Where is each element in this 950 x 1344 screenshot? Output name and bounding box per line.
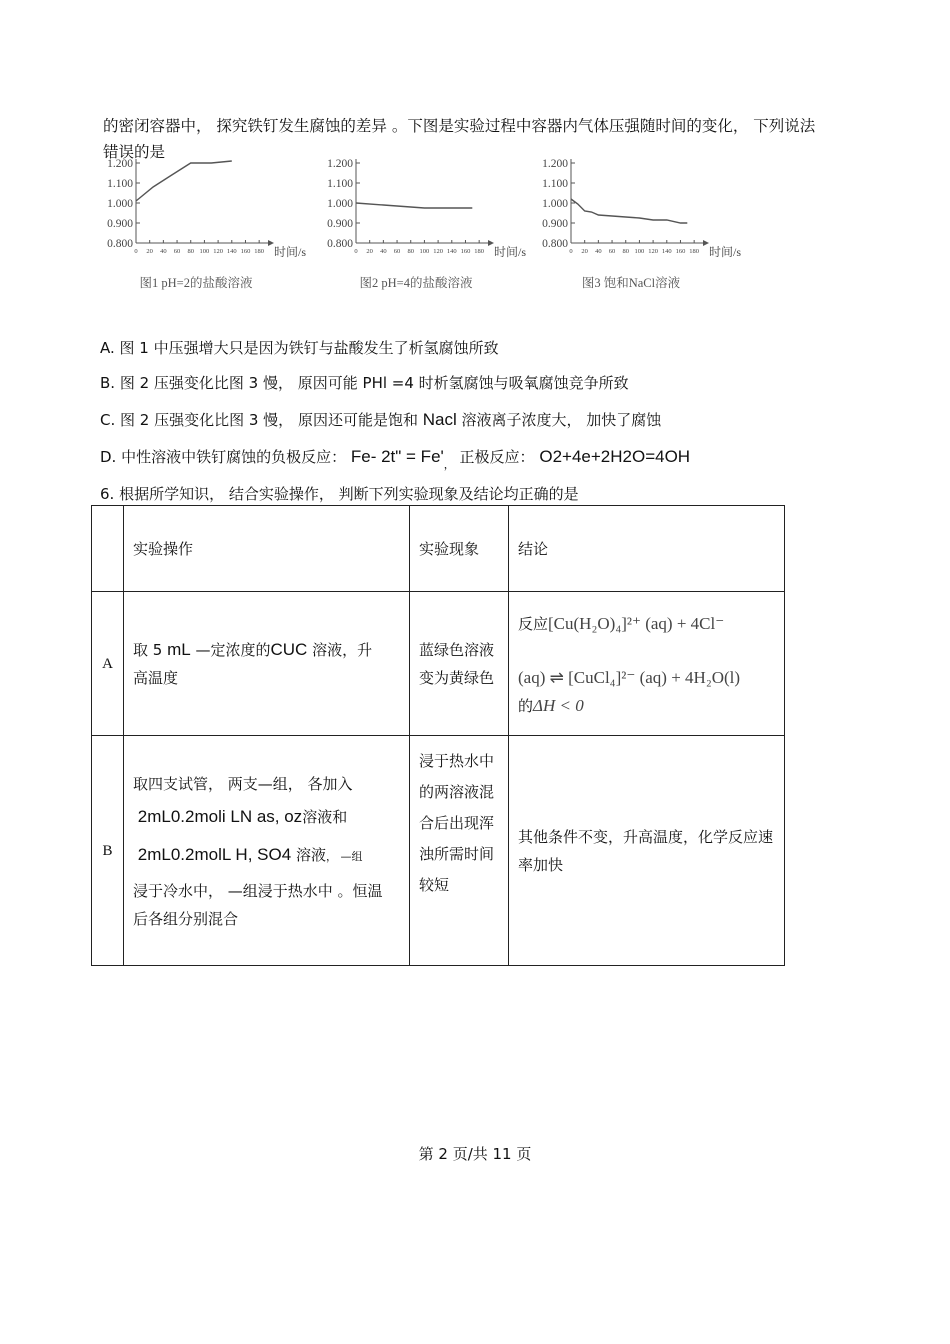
- row-a-operation: [124, 592, 410, 736]
- chart-2-x-tick-label: 180: [474, 248, 485, 255]
- chart-3-y-tick-label: 1.100: [542, 178, 568, 190]
- row-b-operation: [124, 736, 410, 966]
- chart-3-y-tick-label: 1.000: [542, 198, 568, 210]
- row-a-concl-post: 的: [518, 696, 534, 715]
- row-a-op-pre: 取 5: [133, 640, 168, 659]
- row-a-concl-line3: [518, 692, 775, 720]
- option-c-pre: C. 图 2 压强变化比图 3 慢， 原因还可能是饱和: [100, 411, 423, 429]
- chart-3-x-tick-label: 80: [622, 248, 629, 255]
- row-a-phenomenon: 蓝绿色溶液变为黄绿色: [410, 592, 509, 736]
- chart-2-y-tick-label: 1.100: [327, 178, 353, 190]
- row-b-op-line3-text: 溶液: [291, 845, 326, 864]
- table-header-row: [92, 506, 785, 592]
- row-b-op-line5: 后各组分别混合: [133, 909, 239, 928]
- row-a-concl-line1: [518, 610, 775, 638]
- chart-1-x-tick-label: 60: [173, 248, 181, 255]
- chart-3-x-tick-label: 180: [689, 248, 700, 255]
- chart-1-y-tick-label: 1.000: [107, 198, 133, 210]
- row-a-label: A: [92, 592, 124, 736]
- option-b-pre: B. 图 2 压强变化比图 3 慢， 原因可能: [100, 374, 363, 392]
- chart-1-y-tick-label: 0.900: [107, 218, 133, 230]
- page-footer: 第 2 页/共 11 页: [418, 1145, 532, 1163]
- chart-2-x-tick-label: 60: [393, 248, 401, 255]
- chart-3-y-tick-label: 0.900: [542, 218, 568, 230]
- chart-2-y-tick-label: 0.800: [327, 238, 353, 250]
- chart-1-x-tick-label: 180: [254, 248, 265, 255]
- chart-1-title: 图1 pH=2的盐酸溶液: [139, 276, 253, 290]
- chart-1-y-tick-label: 0.800: [107, 238, 133, 250]
- chart-1-y-tick-label: 1.100: [107, 178, 133, 190]
- row-a-delta-h: ΔH < 0: [533, 695, 584, 715]
- row-a-op-mid: —定浓度的: [190, 640, 271, 659]
- chart-1-y-tick-label: 1.200: [107, 158, 133, 170]
- chart-1-x-label: 时间/s: [274, 245, 307, 259]
- experiment-table: [91, 505, 785, 966]
- chart-1-series-line: [136, 161, 232, 201]
- row-a-op-cuc: CUC: [270, 639, 308, 659]
- header-operation: 实验操作: [124, 506, 410, 592]
- chart-1: [96, 152, 311, 301]
- row-b-op-line3-formula: 2mL0.2molL H, SO4: [137, 844, 292, 864]
- option-d-pre: D. 中性溶液中铁钉腐蚀的负极反应：: [100, 448, 347, 466]
- option-d-positive-reaction: O2+4e+2H2O=4OH: [539, 447, 691, 466]
- chart-3-series-line: [571, 199, 687, 223]
- row-a-operation-line1: [133, 636, 400, 664]
- chart-3-x-tick-label: 60: [608, 248, 616, 255]
- chart-2-x-tick-label: 100: [419, 248, 430, 255]
- chart-2-series-line: [356, 203, 472, 208]
- row-a-concl-pre: 反应: [518, 614, 549, 633]
- chart-1-svg: [96, 152, 311, 297]
- chart-3-x-tick-label: 100: [634, 248, 645, 255]
- row-a-conclusion: [509, 592, 785, 736]
- intro-line-1: 的密闭容器中， 探究铁钉发生腐蚀的差异 。下图是实验过程中容器内气体压强随时间的变化， 下列说法: [103, 117, 816, 135]
- row-b-conclusion: 其他条件不变，升高温度，化学反应速率加快: [509, 736, 785, 966]
- row-b-op-line2: [133, 799, 400, 835]
- question-6: 6. 根据所学知识， 结合实验操作， 判断下列实验现象及结论均正确的是: [100, 485, 579, 503]
- option-b: [100, 372, 629, 393]
- option-c-nacl: Nacl: [422, 410, 457, 429]
- chart-3-x-tick-label: 40: [595, 248, 602, 255]
- row-b-op-line3: [133, 835, 400, 877]
- chart-2-x-tick-label: 160: [460, 248, 471, 255]
- option-c-post: 溶液离子浓度大， 加快了腐蚀: [456, 411, 662, 429]
- chart-2-svg: [316, 152, 531, 297]
- row-b-op-line1: 取四支试管， 两支—组， 各加入: [133, 774, 353, 793]
- option-d: [100, 446, 691, 471]
- chart-3-x-label: 时间/s: [709, 245, 742, 259]
- chart-3-y-tick-label: 1.200: [542, 158, 568, 170]
- option-a: A. 图 1 中压强增大只是因为铁钉与盐酸发生了析氢腐蚀所致: [100, 339, 499, 357]
- chart-2-x-tick-label: 120: [433, 248, 443, 255]
- header-phenomenon: 实验现象: [410, 506, 509, 592]
- chart-2-x-tick-label: 20: [366, 248, 373, 255]
- row-b-op-line2-formula: 2mL0.2moli LN as, oz: [137, 806, 303, 826]
- chart-3-x-tick-label: 160: [675, 248, 686, 255]
- chart-1-x-tick-label: 160: [240, 248, 251, 255]
- chart-2-x-tick-label: 140: [446, 248, 457, 255]
- row-b-op-line3-tail: ， —组: [325, 849, 363, 863]
- chart-1-x-tick-label: 100: [199, 248, 210, 255]
- chart-2-y-tick-label: 1.000: [327, 198, 353, 210]
- chart-3-title: 图3 饱和NaCl溶液: [581, 276, 681, 290]
- row-b-op-line4: 浸于冷水中， —组浸于热水中 。恒温: [133, 881, 383, 900]
- chart-2-x-tick-label: 0: [354, 248, 358, 255]
- chart-3-x-tick-label: 120: [648, 248, 658, 255]
- chart-3: [531, 152, 746, 301]
- row-a-operation-line2: 高温度: [133, 668, 179, 687]
- row-b-phenomenon: 浸于热水中的两溶液混合后出现浑浊所需时间较短: [410, 736, 509, 966]
- chart-1-x-tick-label: 140: [226, 248, 237, 255]
- option-b-post: 时析氢腐蚀与吸氧腐蚀竞争所致: [413, 374, 629, 392]
- header-conclusion: 结论: [509, 506, 785, 592]
- row-a-formula-1: [Cu(H₂O)₄]²⁺ (aq) + 4Cl⁻: [548, 613, 725, 633]
- option-d-comma: ，: [443, 458, 455, 471]
- chart-2-x-label: 时间/s: [494, 245, 527, 259]
- chart-1-x-tick-label: 80: [187, 248, 194, 255]
- chart-1-x-tick-label: 40: [160, 248, 167, 255]
- chart-3-x-tick-label: 140: [661, 248, 672, 255]
- chart-3-svg: [531, 152, 746, 297]
- chart-2-y-tick-label: 0.900: [327, 218, 353, 230]
- chart-1-x-tick-label: 120: [213, 248, 223, 255]
- table-row-a: [92, 592, 785, 736]
- chart-2-x-tick-label: 80: [407, 248, 414, 255]
- chart-3-x-tick-label: 20: [581, 248, 588, 255]
- row-b-label: B: [92, 736, 124, 966]
- row-a-op-post: 溶液，升: [307, 640, 373, 659]
- header-blank: [92, 506, 124, 592]
- option-d-label: 正极反应：: [454, 448, 535, 466]
- chart-1-x-tick-label: 20: [146, 248, 153, 255]
- chart-1-x-tick-label: 0: [134, 248, 138, 255]
- option-b-ph: PHl =4: [362, 374, 414, 392]
- option-c: [100, 409, 661, 430]
- row-a-formula-2: (aq) ⇌ [CuCl₄]²⁻ (aq) + 4H₂O(l): [518, 667, 741, 687]
- chart-2-title: 图2 pH=4的盐酸溶液: [359, 276, 473, 290]
- intro-line-2: 错误的是: [103, 143, 166, 161]
- table-row-b: [92, 736, 785, 966]
- option-d-negative-reaction: Fe- 2t" = Fe': [350, 447, 444, 466]
- chart-3-y-tick-label: 0.800: [542, 238, 568, 250]
- chart-2-y-tick-label: 1.200: [327, 158, 353, 170]
- chart-3-x-tick-label: 0: [569, 248, 573, 255]
- chart-2: [316, 152, 531, 301]
- row-b-op-line2-text: 溶液和: [302, 807, 348, 826]
- chart-2-x-tick-label: 40: [380, 248, 387, 255]
- row-a-op-ml: mL: [167, 639, 191, 659]
